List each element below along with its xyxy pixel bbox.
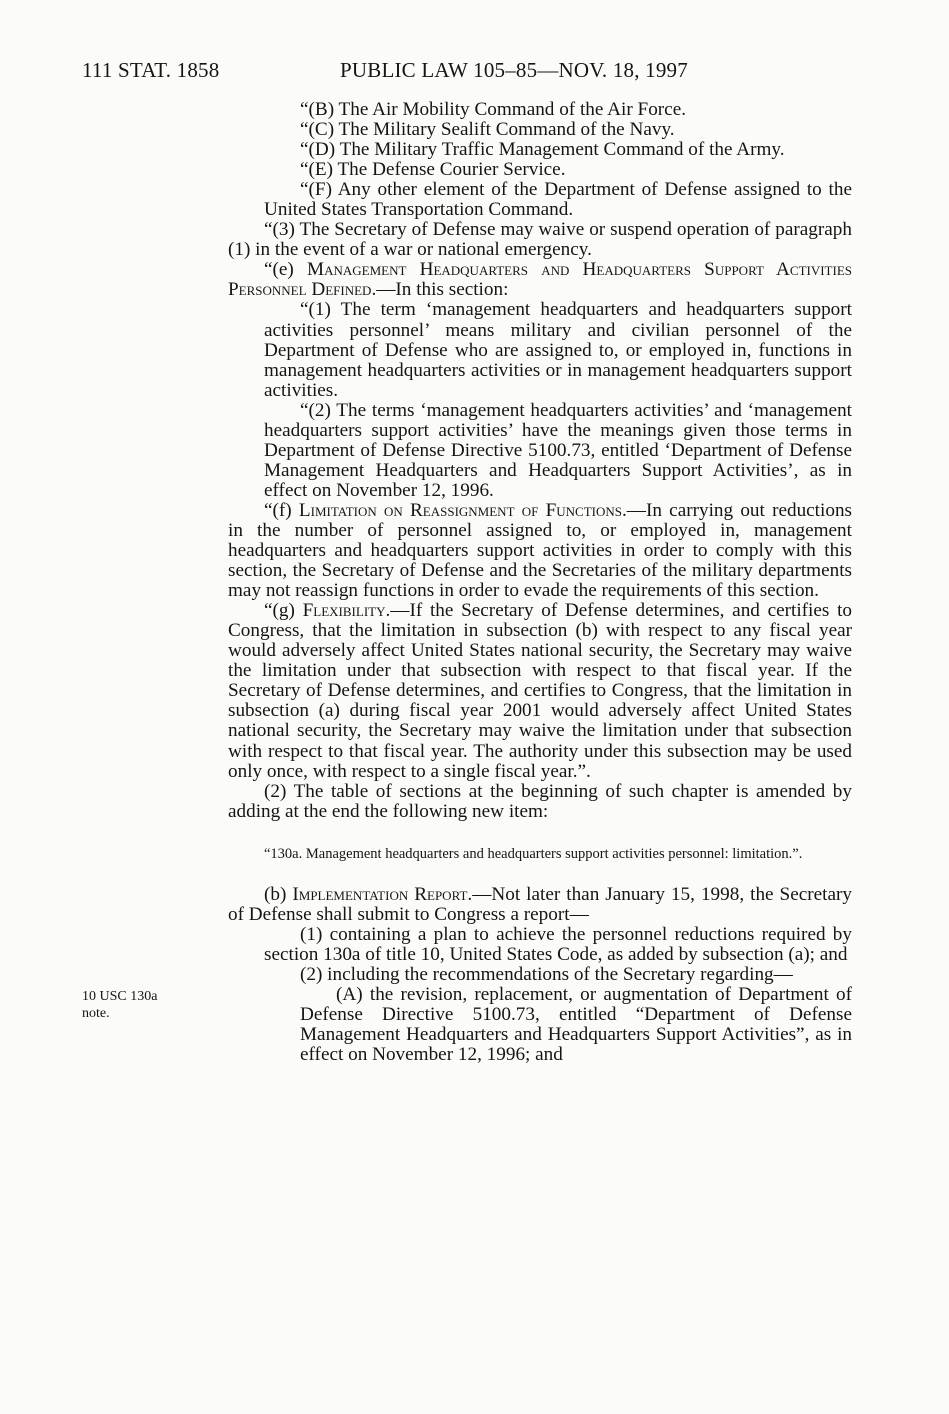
subsection-f-text: .—In carrying out reductions in the number of personnel assigned to, or employed in, management headquarters and headquarters support activities in order to comply with this section, the Secretary of Defense and the Secretaries of the military departments may not reassign functions in order to evade the requirements of this section. (228, 499, 853, 602)
margin-note-label: note. (82, 1006, 110, 1021)
definition-1: “(1) The term ‘management headquarters and headquarters support activities personnel’ means military and civilian personnel of the Department of Defense who are assigned to, or employed in, functions in management headquarters activities or in management headquarters support activities. (264, 299, 852, 401)
subsection-e-heading: Management Headquarters and Headquarters Support Activities Personnel Defined (228, 259, 852, 301)
subsection-f-heading: Limitation on Reassignment of Functions (298, 499, 622, 521)
subsection-b-implementation-report (228, 885, 852, 925)
subsection-e-definitions (228, 260, 852, 300)
report-item-1: (1) containing a plan to achieve the personnel reductions required by section 130a of title 10, United States Code, as added by subsection (a); and (264, 923, 852, 965)
margin-note (82, 988, 157, 1022)
running-header (82, 58, 688, 83)
subsection-g-text: .—If the Secretary of Defense determines, and certifies to Congress, that the limitation in subsection (b) with respect to any fiscal year would adversely affect United States national security, the Secretary may waive the limitation under that subsection with respect to that fiscal year. If the Secretary of Defense determines, and certifies to Congress, that the limitation in subsection (a) during fiscal year 2001 would adversely affect United States national security, the Secretary may waive the limitation under that subsection with respect to that fiscal year. The authority under this subsection may be used only once, with respect to a single fiscal year.”. (228, 600, 853, 782)
subsection-f-limitation (228, 501, 852, 601)
margin-note-citation: 10 USC 130a (82, 989, 158, 1004)
clause-e-courier: “(E) The Defense Courier Service. (300, 159, 566, 181)
subsection-g-flexibility (228, 601, 852, 781)
report-item-2-a: (A) the revision, replacement, or augmentation of Department of Defense Directive 5100.73, entitled “Department of Defense Management Headquarters and Headquarters Support Activities”, as in effect on November 12, 1996; and (300, 983, 852, 1066)
clause-d-traffic-management: “(D) The Military Traffic Management Command of the Army. (300, 139, 785, 161)
report-item-2: (2) including the recommendations of the Secretary regarding— (300, 963, 793, 985)
table-of-sections-item: “130a. Management headquarters and headquarters support activities personnel: limitation.”. (264, 845, 803, 862)
clause-f-other-element: “(F) Any other element of the Department of Defense assigned to the United States Transportation Command. (264, 179, 852, 221)
subsection-e-intro: .—In this section: (371, 279, 509, 301)
subsection-b-heading: Implementation Report (292, 883, 468, 905)
subsection-g-label: “(g) (264, 600, 303, 622)
table-of-sections-amendment: (2) The table of sections at the beginning of such chapter is amended by adding at the end the following new item: (228, 780, 852, 822)
law-title: PUBLIC LAW 105–85—NOV. 18, 1997 (340, 58, 688, 82)
subsection-b-text: .—Not later than January 15, 1998, the Secretary of Defense shall submit to Congress a report— (228, 883, 852, 925)
paragraph-3-waiver: “(3) The Secretary of Defense may waive or suspend operation of paragraph (1) in the event of a war or national emergency. (228, 219, 852, 261)
subsection-b-label: (b) (264, 883, 293, 905)
clause-b-air-mobility: “(B) The Air Mobility Command of the Air Force. (300, 99, 687, 120)
subsection-g-heading: Flexibility (302, 600, 386, 622)
subsection-f-label: “(f) (264, 499, 299, 521)
statute-text (228, 100, 852, 1065)
definition-2: “(2) The terms ‘management headquarters activities’ and ‘management headquarters support activities’ have the meanings given those terms in Department of Defense Directive 5100.73, entitled ‘Department of Defense Management Headquarters and Headquarters Support Activities’, as in effect on November 12, 1996. (264, 399, 852, 501)
page-stat-citation: 111 STAT. 1858 (82, 58, 220, 82)
clause-c-sealift: “(C) The Military Sealift Command of the Navy. (300, 119, 675, 141)
subsection-e-label: “(e) (264, 259, 308, 281)
